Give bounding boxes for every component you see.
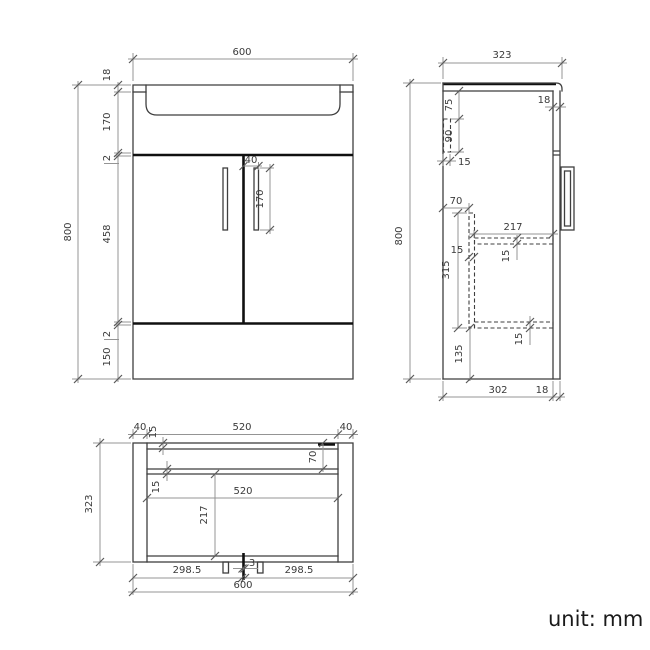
dim-side-rail-height: 90 xyxy=(444,129,455,143)
dim-side-bottom-shelf-thickness: 15 xyxy=(514,332,525,346)
dim-front-handle-offset: 40 xyxy=(244,155,258,166)
side-view xyxy=(394,50,574,401)
dim-plan-rail-offset: 70 xyxy=(308,450,319,464)
dim-side-door-thickness-top: 18 xyxy=(537,95,551,106)
dim-front-counter-thickness: 18 xyxy=(102,68,113,82)
front-view-dimensions xyxy=(63,47,358,383)
plan-outer-rect xyxy=(133,443,353,562)
dim-plan-inner-width-top: 520 xyxy=(232,422,252,433)
dim-plan-total-width: 600 xyxy=(233,580,253,591)
dim-plan-side-left: 40 xyxy=(133,422,147,433)
dim-front-total-width: 600 xyxy=(232,47,252,58)
side-ext-lines xyxy=(403,57,567,401)
side-dim-ticks xyxy=(406,59,566,401)
front-dim-ticks xyxy=(74,55,357,383)
dim-side-door-thickness-bottom: 18 xyxy=(535,385,549,396)
front-door-handle-left xyxy=(223,168,228,230)
plan-handle-right xyxy=(258,562,264,573)
dim-plan-rail-thickness: 15 xyxy=(151,480,162,494)
dim-plan-left-half: 298.5 xyxy=(172,565,202,576)
dim-front-handle-length: 170 xyxy=(255,189,266,209)
plan-view-outline xyxy=(133,443,353,580)
dim-front-total-height: 800 xyxy=(63,222,74,242)
dim-side-shelf-thickness: 15 xyxy=(501,249,512,263)
plan-view-dimensions xyxy=(84,422,358,596)
side-handle-outer xyxy=(561,167,574,230)
dim-side-total-depth: 323 xyxy=(492,50,512,61)
dim-side-body-depth: 302 xyxy=(488,385,508,396)
dim-front-door-height: 458 xyxy=(102,224,113,244)
dim-front-gap-bottom: 2 xyxy=(102,330,113,338)
front-basin-profile xyxy=(146,85,340,115)
plan-rail-band xyxy=(147,469,338,474)
dim-side-rail-thickness: 15 xyxy=(458,157,471,168)
front-ext-lines xyxy=(72,53,358,383)
dim-front-plinth-height: 150 xyxy=(102,347,113,367)
dim-plan-side-right: 40 xyxy=(339,422,353,433)
side-door-front xyxy=(553,91,560,379)
dim-plan-right-half: 298.5 xyxy=(284,565,314,576)
dim-side-shelf-length: 217 xyxy=(503,222,523,233)
dim-plan-center-gap: 3 xyxy=(248,558,256,569)
dim-side-total-height: 800 xyxy=(394,226,405,246)
dim-side-partition-thickness: 15 xyxy=(450,245,464,256)
dim-plan-back-thickness: 15 xyxy=(148,425,159,439)
side-hidden-bottom-shelf xyxy=(475,322,554,328)
front-view xyxy=(63,47,358,383)
front-view-outline xyxy=(133,85,353,379)
dim-plan-inner-width-mid: 520 xyxy=(233,486,253,497)
dim-side-counter-to-rail: 75 xyxy=(444,98,455,112)
side-view-dimensions xyxy=(394,50,567,401)
dim-plan-inner-depth: 217 xyxy=(199,505,210,525)
dim-front-basin-depth: 170 xyxy=(102,112,113,132)
dim-plan-total-depth: 323 xyxy=(84,494,95,514)
dim-front-gap-top: 2 xyxy=(102,154,113,162)
dim-side-partition-height: 315 xyxy=(441,260,452,280)
unit-note: unit: mm xyxy=(548,607,644,631)
plan-view xyxy=(84,422,358,596)
dim-side-plinth-height: 135 xyxy=(454,344,465,364)
plan-handle-left xyxy=(223,562,229,573)
dim-side-partition-offset: 70 xyxy=(449,196,463,207)
side-handle-inner xyxy=(565,171,571,226)
